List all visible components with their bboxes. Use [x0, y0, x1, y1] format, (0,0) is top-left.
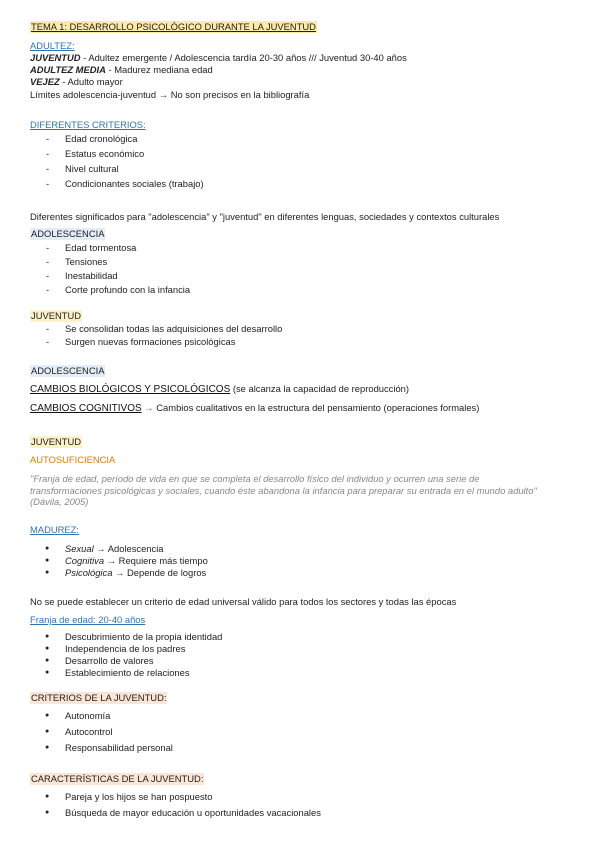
criterios-heading: DIFERENTES CRITERIOS: [30, 119, 146, 130]
juventud-heading: JUVENTUD [31, 310, 82, 321]
adolescencia-list [30, 242, 190, 296]
list-item: ● Autocontrol [30, 726, 173, 738]
adolescencia2-heading: ADOLESCENCIA [31, 365, 105, 376]
list-item: ● Búsqueda de mayor educación u oportunidades vacacionales [30, 807, 321, 819]
cambios-biologicos-text: (se alcanza la capacidad de reproducción) [230, 383, 410, 394]
list-item: ● Independencia de los padres [30, 643, 222, 655]
cambios-cognitivos-text: Cambios cualitativos en la estructura del pensamiento (operaciones formales) [156, 402, 480, 413]
list-item: ● Cognitiva → Requiere más tiempo [30, 555, 208, 567]
madurez-heading: MADUREZ: [30, 524, 79, 535]
list-item: ● Autonomía [30, 710, 173, 722]
juventud-line [30, 52, 407, 64]
juventud-label: JUVENTUD [30, 52, 81, 63]
definition-quote: "Franja de edad, período de vida en que se completa el desarrollo físico del individuo y ocurren una serie de transformaciones psicológicas y sociales, cuando éste abandona la infancia para preparar su entrada en el mundo adulto" (Dávila, 2005) [30, 473, 537, 507]
list-item: ● Pareja y los hijos se han pospuesto [30, 791, 321, 803]
list-item: - Corte profundo con la infancia [30, 284, 190, 296]
franja-heading: Franja de edad: 20-40 años [30, 614, 146, 625]
adultez-media-text: - Madurez mediana edad [105, 64, 213, 75]
list-item: ● Establecimiento de relaciones [30, 667, 222, 679]
list-item: - Inestabilidad [30, 270, 190, 282]
adultez-heading: ADULTEZ: [30, 40, 75, 51]
list-item: - Condicionantes sociales (trabajo) [30, 178, 204, 190]
autosuficiencia-heading: AUTOSUFICIENCIA [30, 454, 116, 465]
list-item: ● Descubrimiento de la propia identidad [30, 631, 222, 643]
criterios-list [30, 133, 204, 190]
arrow-icon: → [141, 402, 157, 413]
juventud-text: - Adultez emergente / Adolescencia tardía 20-30 años /// Juventud 30-40 años [80, 52, 407, 63]
cambios-biologicos-label: CAMBIOS BIOLÓGICOS Y PSICOLÓGICOS [30, 384, 231, 395]
cambios-cognitivos-line [30, 402, 479, 415]
limites-line: Límites adolescencia-juventud → No son precisos en la bibliografía [30, 89, 310, 100]
cambios-cognitivos-label: CAMBIOS COGNITIVOS [30, 403, 142, 414]
list-item: - Nivel cultural [30, 163, 204, 175]
adolescencia-heading: ADOLESCENCIA [31, 228, 105, 239]
criterios-juventud-list [30, 710, 173, 754]
madurez-list [30, 543, 208, 579]
vejez-line [30, 76, 123, 88]
list-item: ● Psicológica → Depende de logros [30, 567, 208, 579]
caracteristicas-heading: CARACTERÍSTICAS DE LA JUVENTUD: [31, 773, 204, 784]
list-item: ● Desarrollo de valores [30, 655, 222, 667]
franja-list [30, 631, 222, 679]
criterio-edad-line: No se puede establecer un criterio de edad universal válido para todos los sectores y todas las épocas [30, 596, 457, 607]
list-item: - Estatus económico [30, 148, 204, 160]
page-title: TEMA 1: DESARROLLO PSICOLÓGICO DURANTE LA JUVENTUD [31, 21, 316, 32]
significados-line: Diferentes significados para "adolescencia" y "juventud" en diferentes lenguas, sociedades y contextos culturales [30, 211, 500, 222]
adultez-media-line [30, 64, 213, 76]
list-item: - Edad tormentosa [30, 242, 190, 254]
list-item: - Surgen nuevas formaciones psicológicas [30, 336, 282, 348]
list-item: - Edad cronológica [30, 133, 204, 145]
vejez-label: VEJEZ [30, 76, 60, 87]
adultez-media-label: ADULTEZ MEDIA [30, 64, 106, 75]
list-item: ● Responsabilidad personal [30, 742, 173, 754]
list-item: - Tensiones [30, 256, 190, 268]
vejez-text: - Adulto mayor [59, 76, 123, 87]
cambios-biologicos-line [30, 383, 409, 396]
juventud2-heading: JUVENTUD [31, 436, 82, 447]
caracteristicas-list [30, 791, 321, 819]
juventud-list [30, 323, 282, 348]
criterios-juventud-heading: CRITERIOS DE LA JUVENTUD: [31, 692, 167, 703]
list-item: ● Sexual → Adolescencia [30, 543, 208, 555]
list-item: - Se consolidan todas las adquisiciones del desarrollo [30, 323, 282, 335]
